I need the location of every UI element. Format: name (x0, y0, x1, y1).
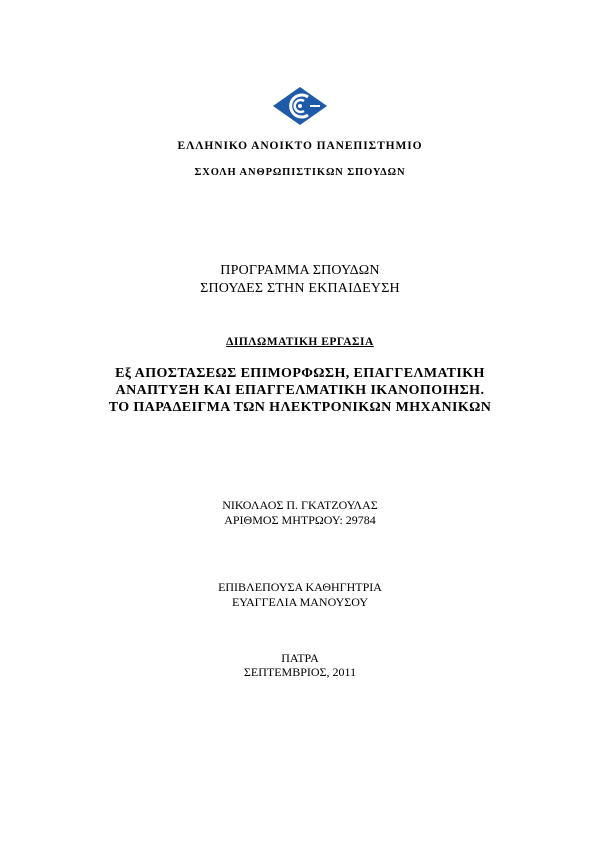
program-subtitle: ΣΠΟΥΔΕΣ ΣΤΗΝ ΕΚΠΑΙΔΕΥΣΗ (200, 281, 400, 296)
thesis-title-line-3: ΤΟ ΠΑΡΑΔΕΙΓΜΑ ΤΩΝ ΗΛΕΚΤΡΟΝΙΚΩΝ ΜΗΧΑΝΙΚΩΝ (108, 400, 492, 415)
thesis-label: ΔΙΠΛΩΜΑΤΙΚΗ ΕΡΓΑΣΙΑ (226, 336, 374, 348)
city: ΠΑΤΡΑ (281, 651, 319, 665)
thesis-title-line-2: ΑΝΑΠΤΥΞΗ ΚΑΙ ΕΠΑΓΓΕΛΜΑΤΙΚΗ ΙΚΑΝΟΠΟΙΗΣΗ. (115, 383, 485, 398)
school-name: ΣΧΟΛΗ ΑΝΘΡΩΠΙΣΤΙΚΩΝ ΣΠΟΥΔΩΝ (194, 167, 406, 178)
registry-number: ΑΡΙΘΜΟΣ ΜΗΤΡΩΟΥ: 29784 (224, 513, 376, 527)
thesis-title-line-1: Εξ ΑΠΟΣΤΑΣΕΩΣ ΕΠΙΜΟΡΦΩΣΗ, ΕΠΑΓΓΕΛΜΑΤΙΚΗ (115, 366, 485, 381)
supervisor-name: ΕΥΑΓΓΕΛΙΑ ΜΑΝΟΥΣΟΥ (231, 595, 369, 609)
university-name: ΕΛΛΗΝΙΚΟ ΑΝΟΙΚΤΟ ΠΑΝΕΠΙΣΤΗΜΙΟ (177, 140, 423, 152)
supervisor-role: ΕΠΙΒΛΕΠΟΥΣΑ ΚΑΘΗΓΗΤΡΙΑ (218, 580, 382, 594)
program-title: ΠΡΟΓΡΑΜΜΑ ΣΠΟΥΔΩΝ (220, 263, 380, 278)
date: ΣΕΠΤΕΜΒΡΙΟΣ, 2011 (243, 665, 357, 679)
author-name: ΝΙΚΟΛΑΟΣ Π. ΓΚΑΤΖΟΥΛΑΣ (222, 498, 378, 512)
eap-logo-icon (272, 86, 328, 126)
